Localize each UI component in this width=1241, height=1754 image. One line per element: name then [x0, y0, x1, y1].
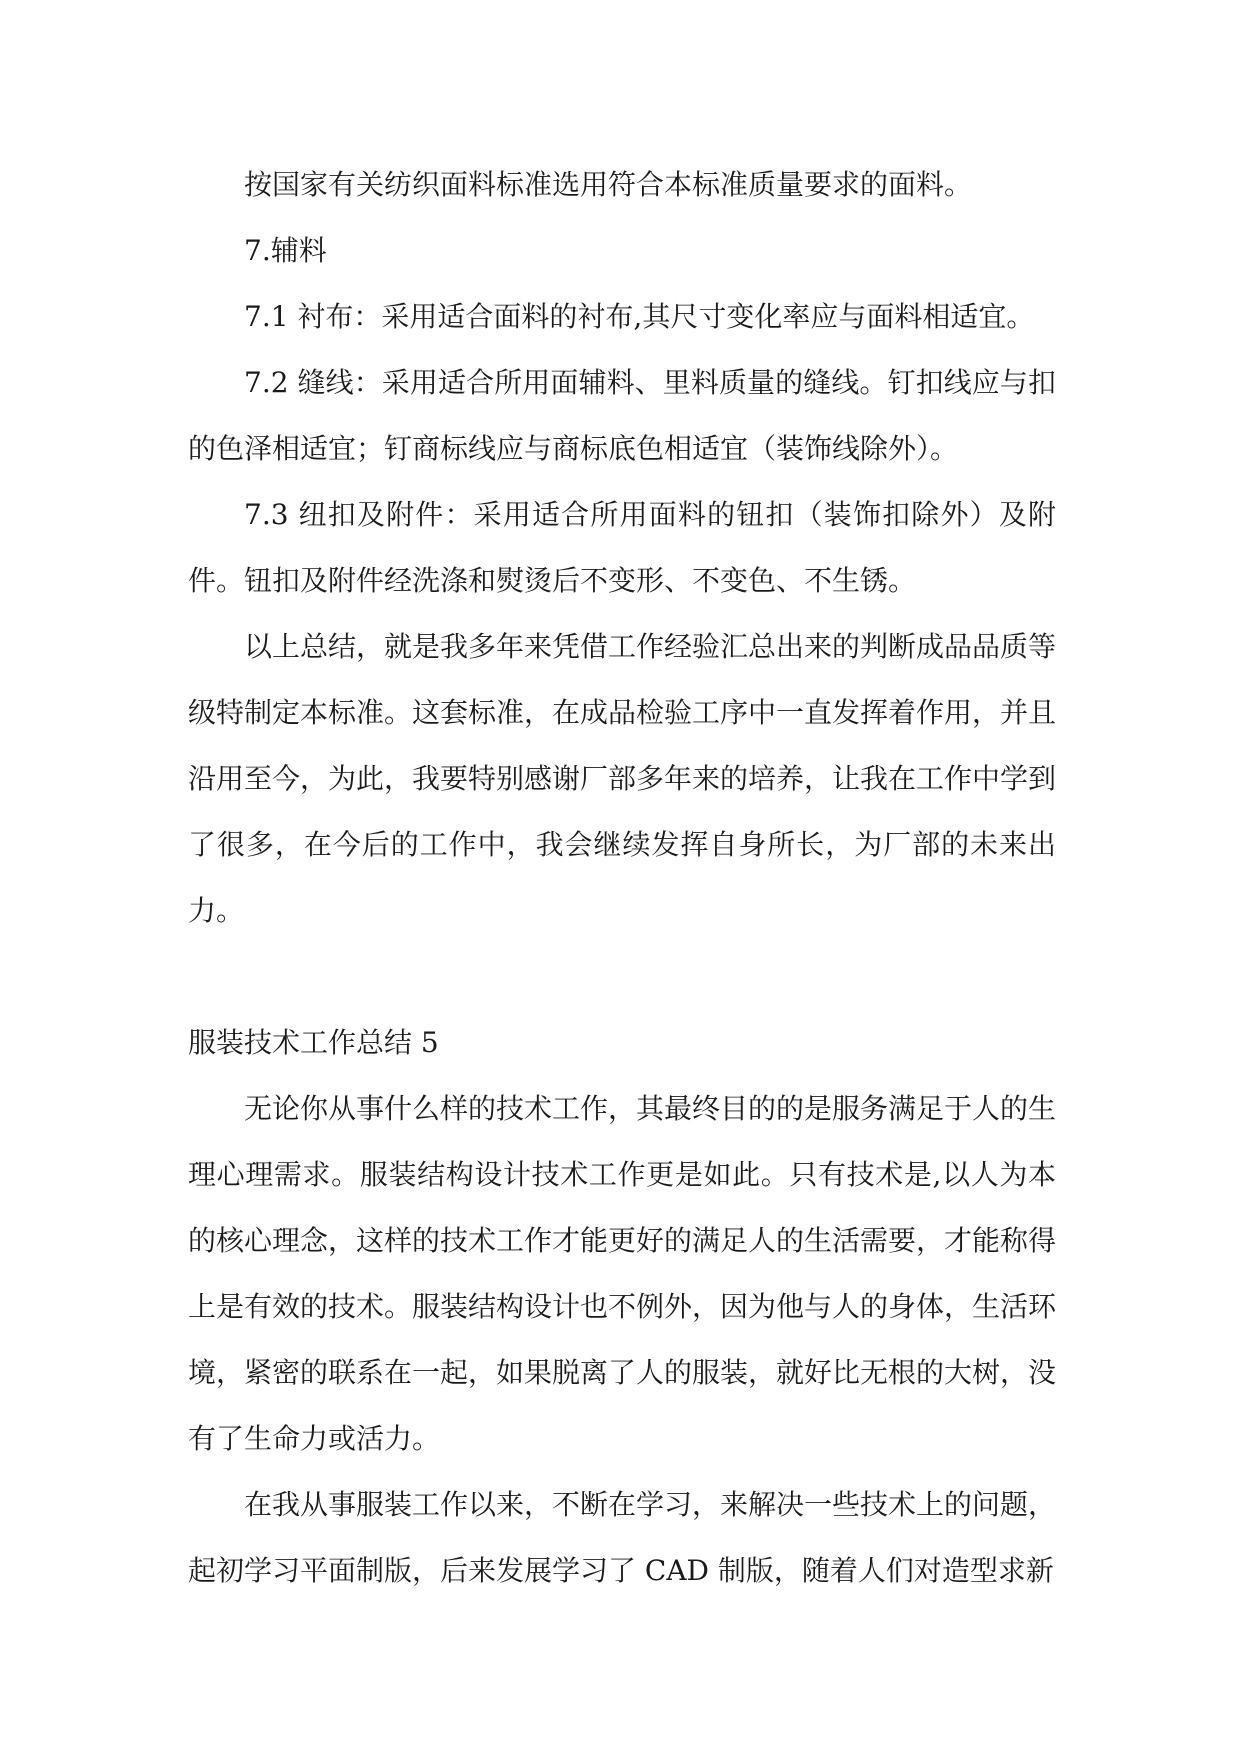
- paragraph-technical-work: 无论你从事什么样的技术工作，其最终目的的是服务满足于人的生理心理需求。服装结构设计技术工作更是如此。只有技术是,以人为本的核心理念，这样的技术工作才能更好的满足人的生活需要，才能称得上是有效的技术。服装结构设计也不例外，因为他与人的身体，生活环境，紧密的联系在一起，如果脱离了人的服装，就好比无根的大树，没有了生命力或活力。: [188, 1092, 1057, 1455]
- paragraph-interlining: 7.1 衬布：采用适合面料的衬布,其尺寸变化率应与面料相适宜。: [244, 300, 1035, 333]
- paragraph-fabric-standard: 按国家有关纺织面料标准选用符合本标准质量要求的面料。: [244, 168, 973, 201]
- paragraph-summary: 以上总结，就是我多年来凭借工作经验汇总出来的判断成品品质等级特制定本标准。这套标准，在成品检验工序中一直发挥着作用，并且沿用至今，为此，我要特别感谢厂部多年来的培养，让我在工作中学到了很多，在今后的工作中，我会继续发挥自身所长，为厂部的未来出力。: [188, 630, 1057, 927]
- paragraph-sewing-thread: 7.2 缝线：采用适合所用面辅料、里料质量的缝线。钉扣线应与扣的色泽相适宜；钉商标线应与商标底色相适宜（装饰线除外）。: [188, 366, 1056, 465]
- section-heading: 服装技术工作总结 5: [188, 1026, 439, 1059]
- paragraph-buttons-accessories: 7.3 纽扣及附件：采用适合所用面料的钮扣（装饰扣除外）及附件。钮扣及附件经洗涤和熨烫后不变形、不变色、不生锈。: [188, 498, 1056, 597]
- document-body: [188, 152, 1056, 1604]
- paragraph-accessories-heading: 7.辅料: [244, 234, 327, 267]
- paragraph-learning: 在我从事服装工作以来，不断在学习，来解决一些技术上的问题，起初学习平面制版，后来发展学习了 CAD 制版，随着人们对造型求新: [188, 1488, 1057, 1587]
